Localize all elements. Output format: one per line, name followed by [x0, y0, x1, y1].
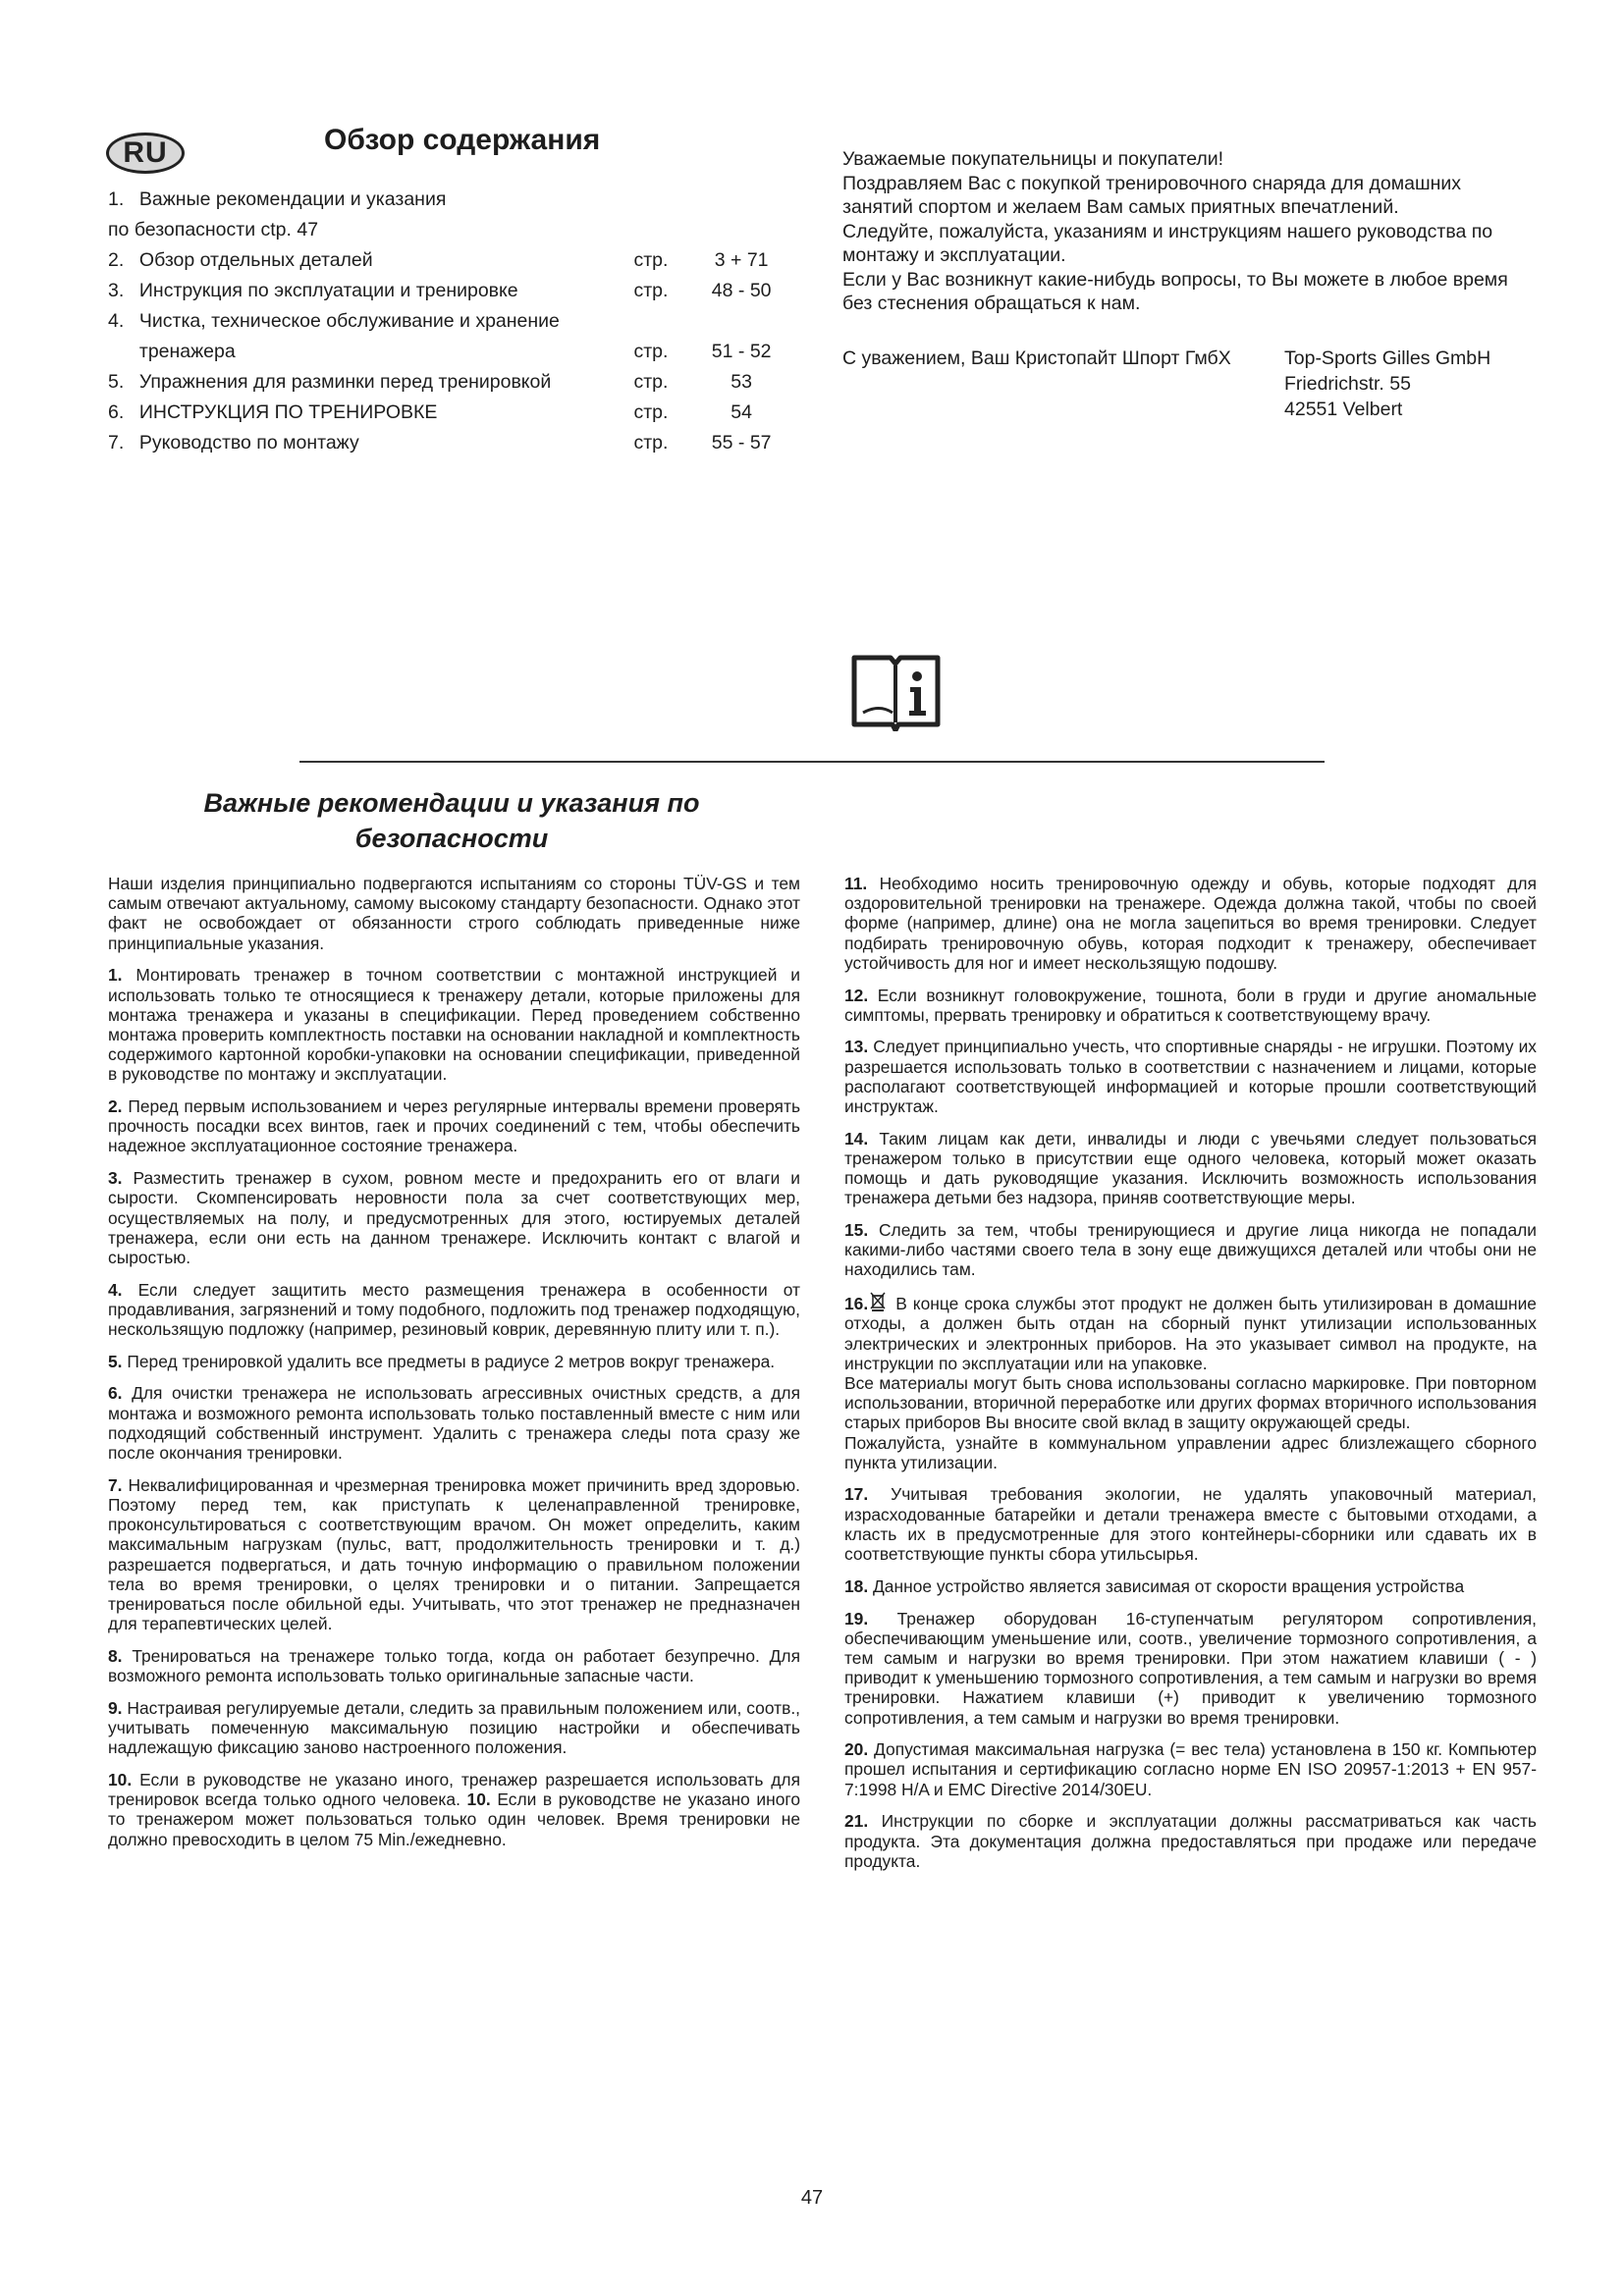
toc-row: 7. Руководство по монтажу стр. 55 - 57	[108, 432, 772, 454]
safety-item: 19. Тренажер оборудован 16-ступенчатым регулятором сопротивления, обеспечивающим уменьшение или, соотв., увеличение тормозного сопротивления, а тем самым и нагрузки во время тренировки. При этом нажатием клавиши ( - ) приводит к уменьшению тормозного сопротивления, а тем самым и нагрузки во время тренировки. Нажатием клавиши (+) приводит к увеличению тормозного сопротивления, а тем самым и нагрузки во время тренировки.	[844, 1608, 1537, 1728]
toc-row: 1. Важные рекомендации и указания	[108, 188, 447, 210]
toc-row: 3. Инструкция по эксплуатации и тренировке стр. 48 - 50	[108, 280, 772, 301]
toc-row: 2. Обзор отдельных деталей стр. 3 + 71	[108, 249, 769, 271]
safety-item-continued: Все материалы могут быть снова использованы согласно маркировке. При повторном использовании, вторичной переработке или других формах вторичного использования старых приборов Вы вносите свой вклад в защиту окружающей среды.	[844, 1372, 1537, 1433]
safety-item: 6. Для очистки тренажера не использовать агрессивных очистных средств, а для монтажа и возможного ремонта использовать только поставленный вместе с ним или подходящий собственный инструмент. Удалить с тренажера следы пота сразу же после окончания тренировки.	[108, 1383, 800, 1464]
safety-column-left	[108, 874, 800, 1861]
safety-item: 14. Таким лицам как дети, инвалиды и люди с увечьями следует пользоваться тренажером только в присутствии еще одного человека, который может оказать помощь и дать руководящие указания. Исключить возможность использования тренажера детьми без надзора, приняв соответствующие меры.	[844, 1128, 1537, 1208]
safety-item: 10. Если в руководстве не указано иного, тренажер разрешается использовать для тренировок всегда только одного человека. 10. Если в руководстве не указано иного то тренажером может пользоваться только один человек. Время тренировки не должно превосходить в целом 75 Min./ежедневно.	[108, 1769, 801, 1849]
toc-row: 5. Упражнения для разминки перед тренировкой стр. 53	[108, 371, 752, 393]
table-of-contents	[108, 185, 795, 458]
safety-item: 18. Данное устройство является зависимая от скорости вращения устройства	[844, 1575, 1465, 1596]
safety-item: 3. Разместить тренажер в сухом, ровном месте и предохранить его от влаги и сырости. Скомпенсировать неровности пола за счет соответствующих мер, осуществляемых на полу, и предусмотренных для этого, юстируемых деталей тренажера, если они есть на данном тренажере. Исключить контакт с влагой и сыростью.	[108, 1168, 800, 1267]
language-badge	[106, 133, 185, 174]
company-address: Top-Sports Gilles GmbH Friedrichstr. 55 42551 Velbert	[1284, 347, 1491, 420]
signature: С уважением, Ваш Кристопайт Шпорт ГмбХ	[842, 347, 1231, 369]
safety-item: 1. Монтировать тренажер в точном соответствии с монтажной инструкцией и использовать только те относящиеся к тренажеру детали, которые приложены для монтажа тренажера и указаны в спецификации. Перед проведением собственно монтажа проверить комплектность поставки на основании накладной и комплектность содержимого картонной коробки-упаковки на основании спецификации, приведенной в руководстве по монтажу и эксплуатации.	[108, 965, 800, 1085]
greeting-line: Поздравляем Вас с покупкой тренировочного снаряда для домашних занятий спортом и желаем Вам самых приятных впечатлений.	[842, 172, 1461, 218]
safety-item: 12. Если возникнут головокружение, тошнота, боли в груди и другие аномальные симптомы, прервать тренировку и обратиться к соответствующему врачу.	[844, 985, 1537, 1025]
greeting-line: Уважаемые покупательницы и покупатели!	[842, 148, 1224, 170]
manual-info-icon	[849, 648, 943, 731]
greeting-text	[842, 147, 1530, 316]
safety-item: 21. Инструкции по сборке и эксплуатации должны рассматриваться как часть продукта. Эта документация должна предоставляться при продаже или передаче продукта.	[844, 1811, 1537, 1871]
safety-item-continued: Пожалуйста, узнайте в коммунальном управлении адрес близлежащего сборного пункта утилизации.	[844, 1432, 1537, 1472]
page-number: 47	[800, 2187, 824, 2209]
crossed-out-bin-icon	[870, 1292, 886, 1311]
safety-column-right	[844, 874, 1537, 1883]
safety-item: 16. В конце срока службы этот продукт не должен быть утилизирован в домашние отходы, а должен быть отдан на сборный пункт утилизации использованных электрических и электронных приборов. На это указывает символ на продукте, на инструкции по эксплуатации или на упаковке.	[844, 1294, 1537, 1373]
safety-item: 15. Следить за тем, чтобы тренирующиеся и другие лица никогда не попадали какими-либо частями своего тела в зону еще движущихся деталей или чтобы они не находились там.	[844, 1220, 1537, 1280]
safety-item: 9. Настраивая регулируемые детали, следить за правильным положением или, соотв., учитывать помеченную максимальную позицию настройки и обеспечивать надлежащую фиксацию заново настроенного положения.	[108, 1697, 800, 1758]
safety-item: 2. Перед первым использованием и через регулярные интервалы времени проверять прочность посадки всех винтов, гаек и прочих соединений с тем, чтобы обеспечить надежное эксплуатационное состояние тренажера.	[108, 1096, 800, 1156]
safety-item: 7. Неквалифицированная и чрезмерная тренировка может причинить вред здоровью. Поэтому перед тем, как приступать к целенаправленной тренировке, проконсультироваться с соответствующим врачом. Он может определить, каким максимальным нагрузкам (пульс, ватт, продолжительность тренировки и т. д.) разрешается подвергаться, и дать точную информацию о правильном положении тела во время тренировки, о целях тренировки и о питании. Запрещается тренироваться после обильной еды. Учитывать, что этот тренажер не предназначен для терапевтических целей.	[108, 1474, 800, 1634]
toc-row: по безопасности ctp. 47	[108, 219, 319, 240]
safety-item: 17. Учитывая требования экологии, не удалять упаковочный материал, израсходованные батарейки и детали тренажера вместе с бытовыми отходами, а класть их в предусмотренные для этого контейнеры-сборники или сдавать их в соответствующие пункты сбора утильсырья.	[844, 1484, 1537, 1565]
toc-title: Обзор содержания	[324, 124, 601, 156]
intro-paragraph: Наши изделия принципиально подвергаются испытаниям со стороны TÜV-GS и тем самым отвечают актуальному, самому высокому стандарту безопасности. Однако этот факт не освобождает от обязанности строго соблюдать приведенные ниже принципиальные указания.	[108, 874, 800, 953]
safety-item: 4. Если следует защитить место размещения тренажера в особенности от продавливания, загрязнений и тому подобного, подложить под тренажер подходящую, нескользящую подложку (например, резиновый коврик, деревянную плиту или т. п.).	[108, 1279, 800, 1340]
greeting-line: Если у Вас возникнут какие-нибудь вопросы, то Вы можете в любое время без стеснения обращаться к нам.	[842, 268, 1508, 314]
section-title: Важные рекомендации и указания по безопасности	[203, 788, 700, 853]
toc-row: тренажера стр. 51 - 52	[138, 341, 772, 362]
language-badge-label: RU	[123, 136, 168, 169]
safety-item: 13. Следует принципиально учесть, что спортивные снаряды - не игрушки. Поэтому их разрешается использовать только в соответствии с назначением и лицами, которые располагают соответствующей информацией и которые прошли соответствующий инструктаж.	[844, 1037, 1537, 1117]
safety-item: 11. Необходимо носить тренировочную одежду и обувь, которые подходят для оздоровительной тренировки на тренажере. Одежда должна такой, чтобы по своей форме (например, длине) она не могла зацепиться во время тренировки. Следует подбирать тренировочную обувь, которая подходит к тренажеру, обеспечивает устойчивость для ног и имеет нескользящую подошву.	[844, 874, 1537, 973]
greeting-line: Следуйте, пожалуйста, указаниям и инструкциям нашего руководства по монтажу и эксплуатации.	[842, 220, 1493, 266]
toc-row: 6. ИНСТРУКЦИЯ ПО ТРЕНИРОВКЕ стр. 54	[108, 401, 752, 423]
section-divider	[299, 761, 1325, 763]
safety-item: 8. Тренироваться на тренажере только тогда, когда он работает безупречно. Для возможного ремонта использовать только оригинальные запасные части.	[108, 1645, 800, 1686]
toc-row: 4. Чистка, техническое обслуживание и хранение	[108, 310, 560, 332]
safety-item: 20. Допустимая максимальная нагрузка (= вес тела) установлена в 150 кг. Компьютер прошел испытания и сертификацию согласно норме EN ISO 20957-1:2013 + EN 957-7:1998 H/A и EMC Directive 2014/30EU.	[844, 1739, 1537, 1799]
safety-item: 5. Перед тренировкой удалить все предметы в радиусе 2 метров вокруг тренажера.	[108, 1351, 776, 1371]
